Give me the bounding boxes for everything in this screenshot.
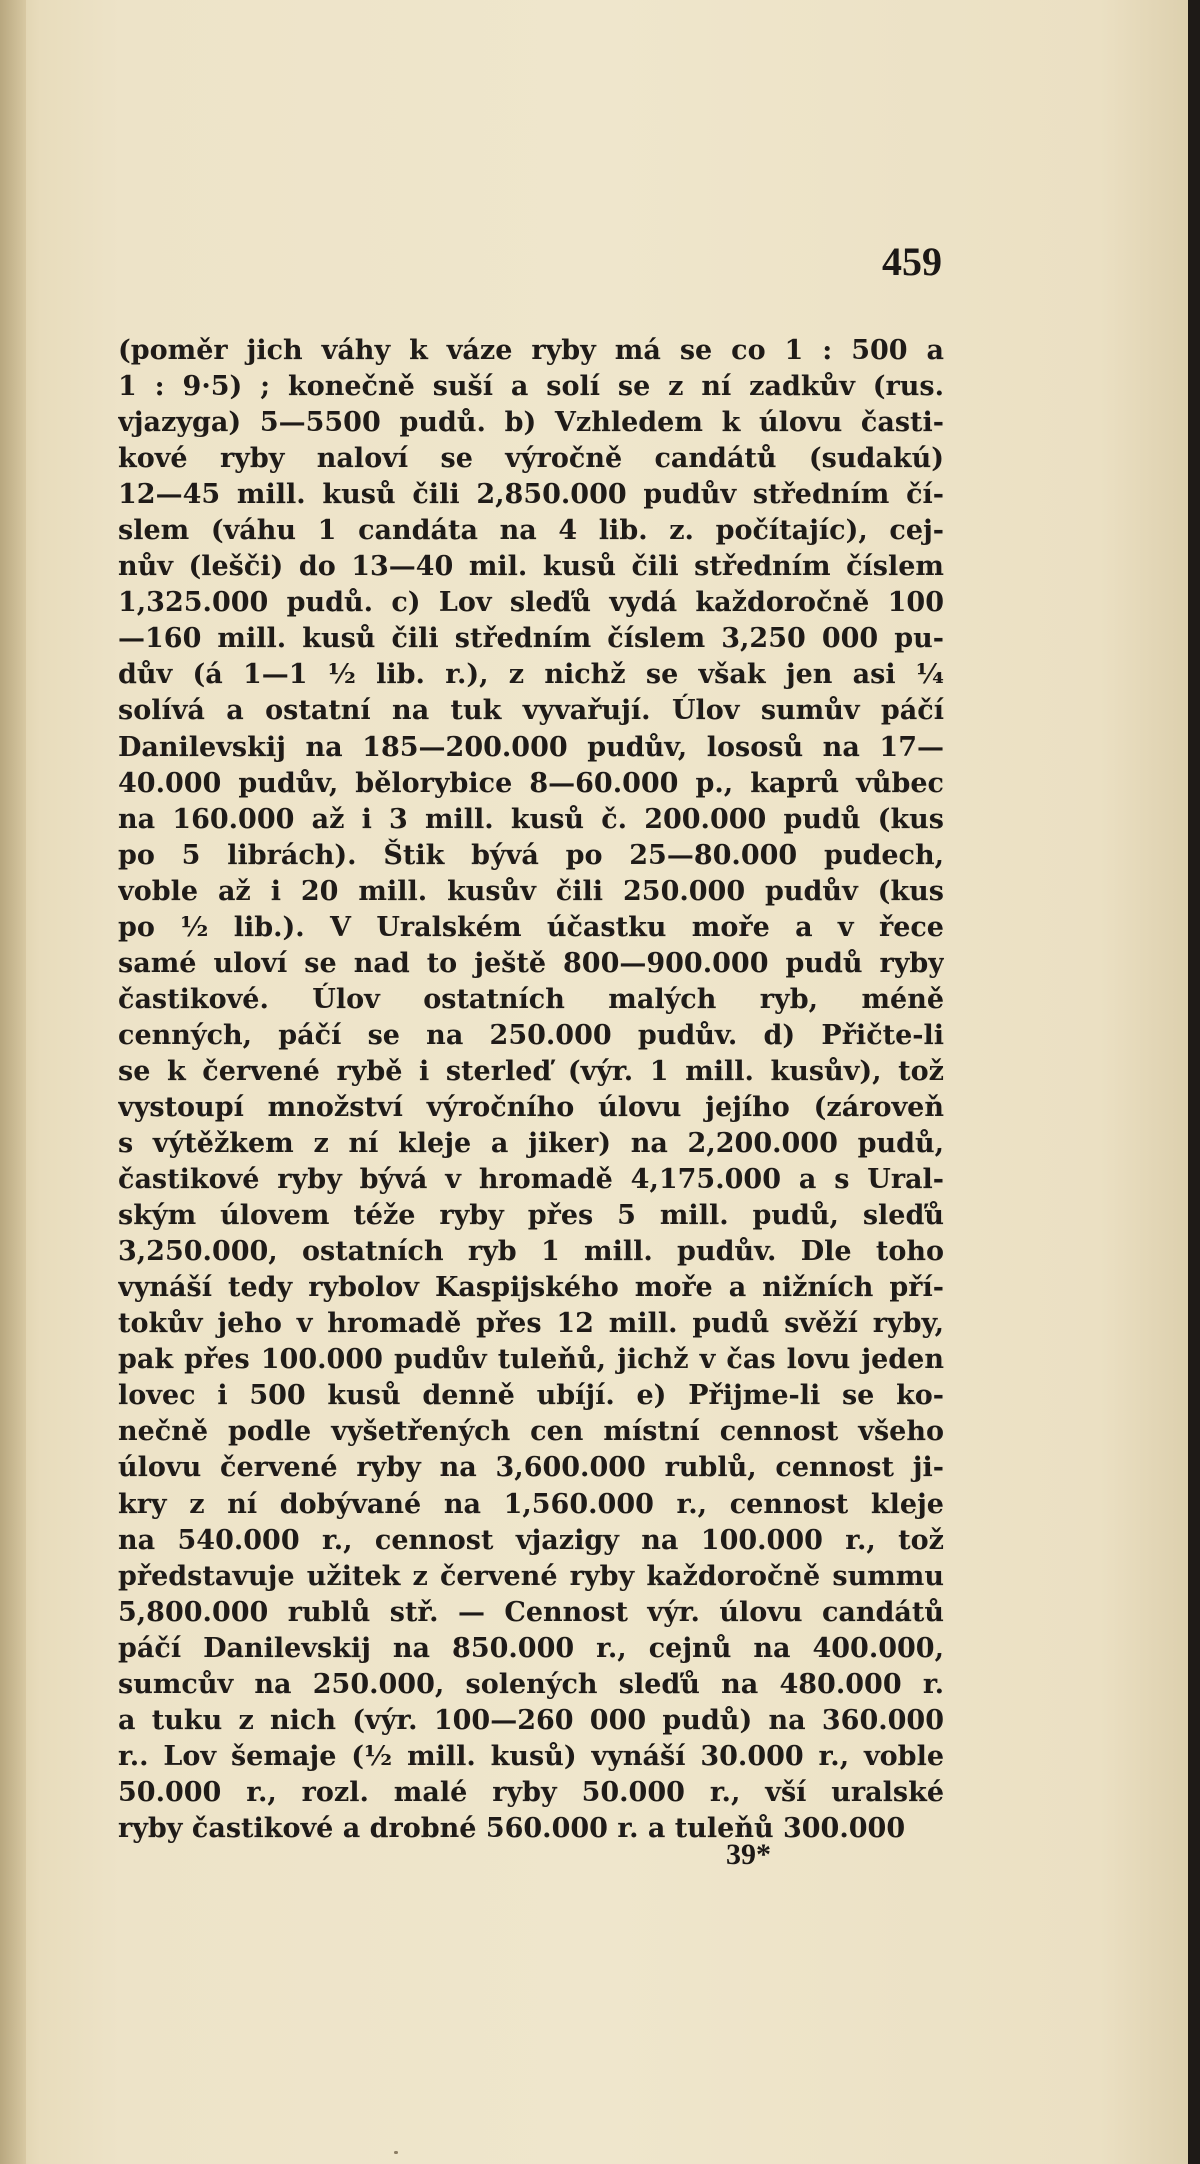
text-line: páčí Danilevskij na 850.000 r., cejnů na 400.000, <box>118 1632 944 1664</box>
text-line: 50.000 r., rozl. malé ryby 50.000 r., vší uralské <box>118 1776 944 1808</box>
printer-signature: 39* <box>726 1838 771 1871</box>
text-line: častikové ryby bývá v hromadě 4,175.000 a s Ural- <box>118 1164 944 1196</box>
text-line: 12—45 mill. kusů čili 2,850.000 pudův středním čí- <box>118 479 944 511</box>
text-line: tokův jeho v hromadě přes 12 mill. pudů svěží ryby, <box>118 1308 944 1340</box>
text-line: se k červené rybě i sterleď (výr. 1 mill. kusův), tož <box>118 1055 944 1087</box>
text-line: (poměr jich váhy k váze ryby má se co 1 : 500 a <box>118 335 944 366</box>
text-line: nečně podle vyšetřených cen místní cennost všeho <box>118 1416 944 1448</box>
text-line: nův (lešči) do 13—40 mil. kusů čili středním číslem <box>118 551 944 583</box>
scan-border <box>1188 0 1200 2164</box>
text-line: častikové. Úlov ostatních malých ryb, méně <box>118 983 944 1015</box>
text-line: r.. Lov šemaje (½ mill. kusů) vynáší 30.000 r., voble <box>118 1740 944 1772</box>
text-line: ským úlovem téže ryby přes 5 mill. pudů, sleďů <box>118 1200 944 1232</box>
text-line: 5,800.000 rublů stř. — Cennost výr. úlovu candátů <box>118 1596 944 1628</box>
text-line: dův (á 1—1 ½ lib. r.), z nichž se však jen asi ¼ <box>118 659 944 691</box>
text-line: kry z ní dobývané na 1,560.000 r., cennost kleje <box>118 1488 944 1520</box>
text-line: 1,325.000 pudů. c) Lov sleďů vydá každoročně 100 <box>118 587 944 619</box>
text-line: samé uloví se nad to ještě 800—900.000 pudů ryby <box>118 947 944 979</box>
text-line: solívá a ostatní na tuk vyvařují. Úlov sumův páčí <box>118 695 944 727</box>
text-line: po ½ lib.). V Uralském účastku moře a v řece <box>118 911 944 943</box>
text-line: cenných, páčí se na 250.000 pudův. d) Přičte-li <box>118 1019 944 1051</box>
text-line: lovec i 500 kusů denně ubíjí. e) Přijme-li se ko- <box>118 1380 944 1412</box>
text-line: vjazyga) 5—5500 pudů. b) Vzhledem k úlovu časti- <box>118 407 944 439</box>
text-line: sumcův na 250.000, solených sleďů na 480.000 r. <box>118 1668 944 1700</box>
page-number: 459 <box>882 239 942 284</box>
text-line: a tuku z nich (výr. 100—260 000 pudů) na 360.000 <box>118 1704 944 1736</box>
text-line: ryby častikové a drobné 560.000 r. a tuleňů 300.000 <box>118 1812 906 1844</box>
text-line: 40.000 pudův, bělorybice 8—60.000 p., kaprů vůbec <box>118 767 944 799</box>
text-line: úlovu červené ryby na 3,600.000 rublů, cennost ji- <box>118 1452 944 1484</box>
text-line: voble až i 20 mill. kusův čili 250.000 pudův (kus <box>118 875 944 907</box>
text-line: na 540.000 r., cennost vjazigy na 100.000 r., tož <box>118 1524 944 1556</box>
text-line: —160 mill. kusů čili středním číslem 3,250 000 pu- <box>118 623 944 655</box>
body-text <box>118 333 944 1847</box>
text-line: pak přes 100.000 pudův tuleňů, jichž v čas lovu jeden <box>118 1344 944 1376</box>
text-line: 1 : 9·5) ; konečně suší a solí se z ní zadkův (rus. <box>118 371 944 403</box>
text-line: s výtěžkem z ní kleje a jiker) na 2,200.000 pudů, <box>118 1128 944 1160</box>
text-line: na 160.000 až i 3 mill. kusů č. 200.000 pudů (kus <box>118 803 944 835</box>
text-line: představuje užitek z červené ryby každoročně summu <box>118 1560 944 1592</box>
text-line: vynáší tedy rybolov Kaspijského moře a nižních pří- <box>118 1272 944 1304</box>
page-binding-edge <box>0 0 26 2164</box>
text-line: slem (váhu 1 candáta na 4 lib. z. počítajíc), cej- <box>118 515 944 547</box>
text-line: kové ryby naloví se výročně candátů (sudakú) <box>118 443 944 475</box>
text-line: vystoupí množství výročního úlovu jejího (zároveň <box>118 1091 944 1123</box>
text-line: 3,250.000, ostatních ryb 1 mill. pudův. Dle toho <box>118 1236 944 1268</box>
paper-speck <box>394 2151 398 2154</box>
text-line: po 5 librách). Štik bývá po 25—80.000 pudech, <box>118 839 944 871</box>
text-line: Danilevskij na 185—200.000 pudův, lososů na 17— <box>118 731 944 763</box>
